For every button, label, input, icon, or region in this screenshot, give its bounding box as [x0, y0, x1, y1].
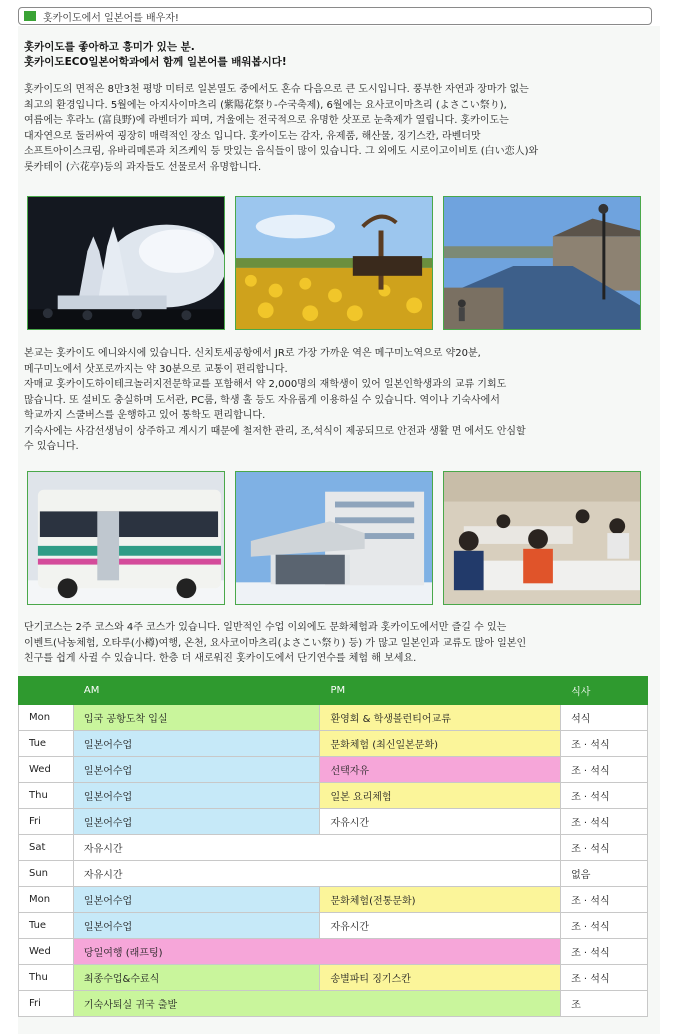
day-cell: Sat	[19, 835, 74, 861]
meal-cell: 조	[561, 991, 648, 1017]
para-line: 메구미노에서 삿포로까지는 약 30분으로 교통이 편리합니다.	[24, 363, 288, 375]
green-square-icon	[24, 11, 36, 21]
heading-line-2: 홋카이도ECO일본어학과에서 함께 일본어를 배워봅시다!	[24, 56, 287, 68]
school-bus-photo	[27, 471, 225, 605]
otaru-canal-photo	[443, 196, 641, 330]
header-am: AM	[73, 677, 320, 705]
para-line: 단기코스는 2주 코스와 4주 코스가 있습니다. 일반적인 수업 이외에도 문화체험과 홋카이도에서만 즐길 수 있는	[24, 622, 507, 633]
day-cell: Thu	[19, 965, 74, 991]
fullday-cell: 자유시간	[73, 835, 560, 861]
header-day	[19, 677, 74, 705]
para-line: 자매교 홋카이도하이테크놀러지전문학교를 포함해서 약 2,000명의 재학생이 있어 일본인학생과의 교류 기회도	[24, 379, 507, 390]
am-cell: 일본어수업	[73, 731, 320, 757]
snow-festival-photo	[27, 196, 225, 330]
short-course-paragraph	[24, 620, 654, 667]
day-cell: Tue	[19, 731, 74, 757]
school-info-paragraph	[24, 346, 654, 455]
meal-cell: 없음	[561, 861, 648, 887]
pm-cell: 환영회 & 학생볼런티어교류	[320, 705, 561, 731]
day-cell: Wed	[19, 757, 74, 783]
pm-cell: 자유시간	[320, 809, 561, 835]
meal-cell: 조 · 석식	[561, 835, 648, 861]
table-row	[19, 887, 648, 913]
para-line: 학교까지 스쿨버스를 운행하고 있어 통학도 편리합니다.	[24, 410, 266, 421]
title-bar	[18, 7, 652, 25]
meal-cell: 조 · 석식	[561, 731, 648, 757]
am-cell: 입국 공항도착 입실	[73, 705, 320, 731]
fullday-cell: 기숙사퇴실 귀국 출발	[73, 991, 560, 1017]
table-row	[19, 783, 648, 809]
day-cell: Tue	[19, 913, 74, 939]
header-pm: PM	[320, 677, 561, 705]
para-line: 소프트아이스크림, 유바리메론과 치즈케익 등 맛있는 음식들이 많이 있습니다. 그 외에도 시로이고이비토 (白い恋人)와	[24, 146, 539, 157]
fullday-cell: 자유시간	[73, 861, 560, 887]
meal-cell: 조 · 석식	[561, 939, 648, 965]
table-row	[19, 835, 648, 861]
day-cell: Wed	[19, 939, 74, 965]
day-cell: Fri	[19, 991, 74, 1017]
para-line: 많습니다. 또 설비도 충실하며 도서관, PC룸, 학생 홀 등도 자유롭게 이용하실 수 있습니다. 역이나 기숙사에서	[24, 394, 500, 406]
heading-line-1: 홋카이도를 좋아하고 흥미가 있는 분.	[24, 41, 195, 53]
schedule-header-row	[19, 677, 648, 705]
header-meal: 식사	[561, 677, 648, 705]
para-line: 본교는 홋카이도 에니와시에 있습니다. 신치토세공항에서 JR로 가장 가까운 역은 메구미노역으로 약20분,	[24, 348, 481, 359]
meal-cell: 조 · 석식	[561, 809, 648, 835]
classroom-photo	[443, 471, 641, 605]
meal-cell: 조 · 석식	[561, 757, 648, 783]
para-line: 친구를 쉽게 사귈 수 있습니다. 한층 더 새로워진 홋카이도에서 단기연수를 체험 해 보세요.	[24, 653, 417, 664]
table-row	[19, 731, 648, 757]
para-line: 대자연으로 둘러싸여 굉장히 매력적인 장소 입니다. 홋카이도는 감자, 유제품, 해산물, 징기스칸, 라벤더맛	[24, 130, 481, 142]
day-cell: Fri	[19, 809, 74, 835]
pm-cell: 일본 요리체험	[320, 783, 561, 809]
meal-cell: 조 · 석식	[561, 887, 648, 913]
pm-cell: 선택자유	[320, 757, 561, 783]
table-row	[19, 757, 648, 783]
meal-cell: 석식	[561, 705, 648, 731]
meal-cell: 조 · 석식	[561, 913, 648, 939]
para-line: 여름에는 후라노 (富良野)에 라벤더가 피며, 겨울에는 전국적으로 유명한 삿포로 눈축제가 열립니다. 홋카이도는	[24, 115, 509, 126]
main-content	[18, 26, 660, 1034]
day-cell: Sun	[19, 861, 74, 887]
am-cell: 일본어수업	[73, 809, 320, 835]
intro-heading	[24, 40, 287, 70]
day-cell: Mon	[19, 705, 74, 731]
am-cell: 일본어수업	[73, 913, 320, 939]
table-row	[19, 809, 648, 835]
title-text: 홋카이도에서 일본어를 배우자!	[43, 13, 179, 24]
para-line: 기숙사에는 사감선생님이 상주하고 계시기 때문에 철저한 관리, 조,석식이 제공되므로 안전과 생활 면 에서도 안심할	[24, 425, 526, 437]
hokkaido-intro-paragraph	[24, 82, 654, 175]
para-line: 롯카테이 (六花亭)등의 과자들도 선물로서 유명합니다.	[24, 161, 262, 173]
sunflower-field-photo	[235, 196, 433, 330]
fullday-cell: 당일여행 (래프팅)	[73, 939, 560, 965]
table-row	[19, 913, 648, 939]
table-row	[19, 991, 648, 1017]
table-row	[19, 861, 648, 887]
para-line: 이벤트(낙농체험, 오타루(小樽)여행, 온천, 요사코이마츠리(よさこい祭り) 등) 가 많고 일본인과 교류도 많아 일본인	[24, 637, 527, 649]
pm-cell: 송별파티 징기스칸	[320, 965, 561, 991]
para-line: 홋카이도의 면적은 8만3천 평방 미터로 일본열도 중에서도 혼슈 다음으로 큰 도시입니다. 풍부한 자연과 장마가 없는	[24, 84, 529, 95]
table-row	[19, 705, 648, 731]
table-row	[19, 965, 648, 991]
para-line: 최고의 환경입니다. 5월에는 아지사이마츠리 (紫陽花祭り-수국축제), 6월에는 요사코이마츠리 (よさこい祭り),	[24, 99, 507, 111]
para-line: 수 있습니다.	[24, 441, 79, 452]
schedule-table	[18, 676, 648, 1017]
pm-cell: 자유시간	[320, 913, 561, 939]
am-cell: 일본어수업	[73, 757, 320, 783]
meal-cell: 조 · 석식	[561, 783, 648, 809]
am-cell: 일본어수업	[73, 783, 320, 809]
school-building-photo	[235, 471, 433, 605]
meal-cell: 조 · 석식	[561, 965, 648, 991]
pm-cell: 문화체험 (최신일본문화)	[320, 731, 561, 757]
day-cell: Mon	[19, 887, 74, 913]
table-row	[19, 939, 648, 965]
day-cell: Thu	[19, 783, 74, 809]
am-cell: 최종수업&수료식	[73, 965, 320, 991]
am-cell: 일본어수업	[73, 887, 320, 913]
pm-cell: 문화체험(전통문화)	[320, 887, 561, 913]
